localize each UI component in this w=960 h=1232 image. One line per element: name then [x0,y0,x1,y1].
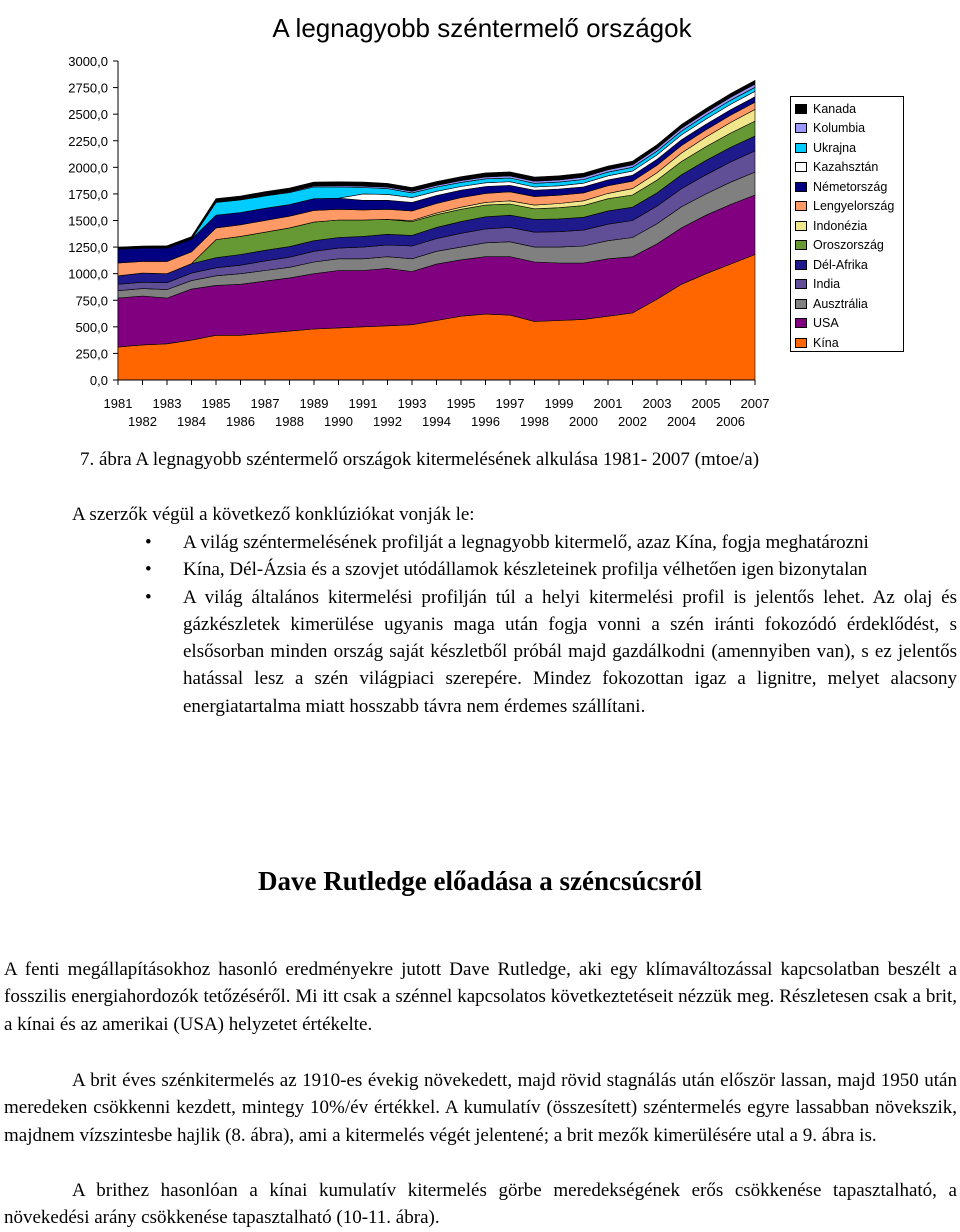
y-tick-label: 2750,0 [68,80,108,96]
chart-title: A legnagyobb széntermelő országok [272,13,692,43]
legend-item [795,275,903,295]
legend-swatch [795,260,807,270]
x-tick-label: 2001 [593,396,623,411]
x-tick-label: 1990 [324,414,353,429]
legend-label: Ausztrália [813,296,868,311]
legend-item [795,314,903,334]
x-tick-label: 2006 [716,414,745,429]
x-axis [104,380,770,429]
legend-label: Oroszország [813,238,884,253]
legend-swatch [795,279,807,289]
paragraph-uk-production: A brit éves szénkitermelés az 1910-es évekig növekedett, majd rövid stagnálás után először lassan, majd 1950 után meredeken csökkenni kezdett, mintegy 10%/év értékkel. A kumulatív (összesített) széntermelés egyre lassabban növekszik, majdnem vízszintesbe hajlik (8. ábra), ami a kitermelés végét jelentené; a brit mezők kimerülésére utal a 9. ábra is. [4,1070,957,1146]
x-tick-label: 1986 [226,414,255,429]
legend-label: Kanada [813,101,857,116]
paragraph-rutledge-intro: A fenti megállapításokhoz hasonló eredményekre jutott Dave Rutledge, aki egy klímaváltozással kapcsolatban beszélt a fosszilis energiahordozók tetőzéséről. Mi itt csak a szénnel kapcsolatos következtetéseit nézzük meg. Részletesen csak a brit, a kínai és az amerikai (USA) helyzetet értékelte. [4,959,957,1035]
legend-swatch [795,201,807,211]
legend-label: Dél-Afrika [813,257,868,272]
legend-item [795,158,903,178]
legend-swatch [795,299,807,309]
x-tick-label: 2007 [740,396,770,411]
y-tick-label: 2500,0 [68,107,108,123]
legend-label: Indonézia [813,218,868,233]
x-tick-label: 1987 [250,396,280,411]
legend-item [795,177,903,197]
legend-item [795,236,903,256]
legend-swatch [795,143,807,153]
x-tick-label: 1991 [348,396,378,411]
x-tick-label: 1994 [422,414,451,429]
legend-swatch [795,221,807,231]
legend-swatch [795,104,807,114]
x-tick-label: 1992 [373,414,402,429]
legend-swatch [795,338,807,348]
list-item-text: A világ általános kitermelési profilján túl a helyi kitermelési profil is jelentős lehet. Az olaj és gázkészletek kimerülése ugyanis maga után fogja vonni a szén iránti fokozódó érdeklődést, s elsősorban minden ország saját készletből próbál majd gazdálkodni (amennyiben van), s ez jelentős hatással lesz a szén világpiaci szerepére. Mindez fokozottan igaz a lignitre, melyet alacsony energiatartalma miatt hosszabb távra nem érdemes szállítani. [183,586,957,717]
x-tick-label: 1997 [495,396,525,411]
list-item [145,529,957,556]
legend-label: Lengyelország [813,199,895,214]
legend-item [795,119,903,139]
legend-label: Németország [813,179,888,194]
legend-item [795,255,903,275]
bullet-icon: • [145,532,152,553]
legend-label: Kolumbia [813,121,866,136]
legend-swatch [795,318,807,328]
legend-label: India [813,277,841,292]
x-tick-label: 1996 [471,414,500,429]
figure-caption: 7. ábra A legnagyobb széntermelő országok kitermelésének alkulása 1981- 2007 (mtoe/a) [80,449,760,470]
x-tick-label: 1998 [520,414,549,429]
x-tick-label: 1981 [103,396,133,411]
x-tick-label: 1984 [177,414,206,429]
legend-swatch [795,123,807,133]
x-tick-label: 2003 [642,396,672,411]
list-item [145,556,957,583]
legend-item [795,216,903,236]
x-tick-label: 1983 [152,396,182,411]
legend-item [795,138,903,158]
x-tick-label: 1993 [397,396,427,411]
conclusions-list [145,529,957,720]
x-tick-label: 1995 [446,396,476,411]
x-tick-label: 2002 [618,414,647,429]
y-tick-label: 1000,0 [68,266,108,282]
x-tick-label: 2004 [667,414,696,429]
legend-label: Kazahsztán [813,160,879,175]
x-tick-label: 1988 [275,414,304,429]
y-tick-label: 2000,0 [68,160,108,176]
legend-label: Ukrajna [813,140,857,155]
x-tick-label: 1999 [544,396,574,411]
y-axis [68,54,118,388]
section-title: Dave Rutledge előadása a széncsúcsról [258,866,702,896]
bullet-icon: • [145,559,152,581]
x-tick-label: 1989 [299,396,329,411]
conclusions-intro: A szerzők végül a következő konklúziókat vonják le: [72,504,475,525]
list-item-text: Kína, Dél-Ázsia és a szovjet utódállamok készleteinek profilja vélhetően igen bizonytalan [183,559,868,581]
chart-areas [118,80,755,380]
legend-swatch [795,182,807,192]
y-tick-label: 2250,0 [68,133,108,149]
x-tick-label: 1982 [128,414,157,429]
x-tick-label: 1985 [201,396,231,411]
coal-production-chart [0,0,960,440]
y-tick-label: 250,0 [75,346,108,362]
legend-item [795,197,903,217]
y-tick-label: 750,0 [75,293,108,309]
y-tick-label: 1500,0 [68,213,108,229]
x-tick-label: 2000 [569,414,598,429]
legend-label: Kína [813,335,839,350]
y-tick-label: 0,0 [89,373,108,388]
y-tick-label: 3000,0 [68,54,108,69]
paragraph-china-production: A brithez hasonlóan a kínai kumulatív kitermelés görbe meredekségének erős csökkenése tapasztalható, a növekedési arány csökkenése tapasztalható (10-11. ábra). [4,1180,957,1229]
legend-label: USA [813,316,839,331]
list-item-text: A világ széntermelésének profilját a legnagyobb kitermelő, azaz Kína, fogja meghatározni [183,532,869,553]
legend-item [795,99,903,119]
list-item [145,584,957,720]
legend-item [795,333,903,353]
chart-legend [790,96,904,352]
x-tick-label: 2005 [691,396,721,411]
legend-swatch [795,240,807,250]
y-tick-label: 1250,0 [68,240,108,256]
legend-item [795,294,903,314]
y-tick-label: 500,0 [75,319,108,335]
y-tick-label: 1750,0 [68,186,108,202]
legend-swatch [795,162,807,172]
bullet-icon: • [145,586,152,608]
